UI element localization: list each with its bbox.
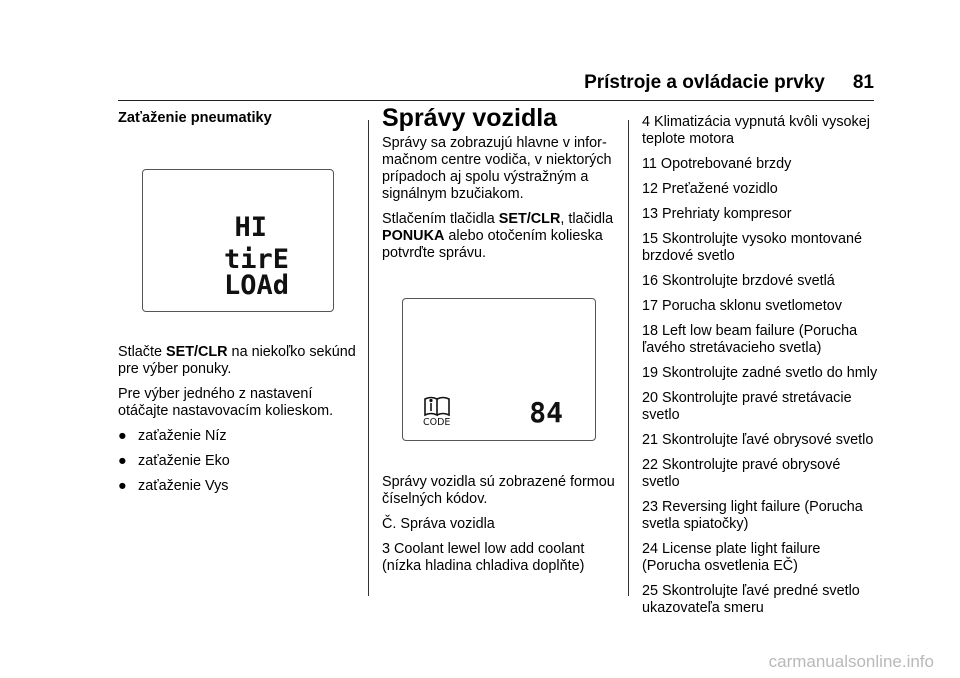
message-item: 13 Prehriaty kompresor	[642, 206, 792, 222]
watermark: carmanualsonline.info	[768, 652, 934, 671]
list-item	[118, 428, 358, 445]
message-code-display-graphic	[403, 299, 595, 440]
message-item: 16 Skontrolujte brzdové svetlá	[642, 273, 835, 289]
instruction-1-post: na niekoľko sekúnd pre výber ponuky.	[118, 344, 356, 377]
list-item	[118, 478, 358, 495]
list-item-text: zaťaženie Níz	[138, 428, 227, 444]
confirm-pre: Stlačením tlačidla	[382, 211, 499, 227]
page-number: 81	[852, 72, 874, 93]
ponuka-label: PONUKA	[382, 228, 445, 244]
list-item	[118, 453, 358, 470]
column-divider-1	[368, 120, 369, 596]
paragraph-codes: Správy vozidla sú zobrazené formou číselných kódov.	[382, 474, 615, 507]
message-item: 19 Skontrolujte zadné svetlo do hmly	[642, 365, 878, 381]
display-line-tire: tirE	[223, 244, 289, 275]
tire-load-display	[142, 169, 334, 312]
message-item: 18 Left low beam failure (Porucha ľavého stretávacieho svetla)	[642, 323, 858, 356]
tire-load-display-graphic	[143, 170, 333, 311]
display-line-load: LOAd	[223, 270, 289, 301]
message-item: 15 Skontrolujte vysoko montované brzdové svetlo	[642, 231, 862, 264]
section-heading-tire-load: Zaťaženie pneumatiky	[118, 110, 272, 126]
set-clr-label: SET/CLR	[166, 344, 228, 360]
bullet-icon: ●	[118, 453, 127, 469]
column-3	[642, 114, 878, 625]
message-item: 11 Opotrebované brzdy	[642, 156, 792, 172]
page-header	[584, 72, 874, 94]
section-heading-vehicle-messages: Správy vozidla	[382, 104, 558, 132]
message-code-number: 84	[529, 396, 563, 429]
message-item: 22 Skontrolujte pravé obrysové svetlo	[642, 457, 841, 490]
bullet-icon: ●	[118, 428, 127, 444]
list-item-text: zaťaženie Eko	[138, 453, 230, 469]
column-1-body	[118, 344, 358, 503]
message-item: 21 Skontrolujte ľavé obrysové svetlo	[642, 432, 874, 448]
code-label: CODE	[423, 417, 451, 428]
message-item: 4 Klimatizácia vypnutá kvôli vysokej teplote motora	[642, 114, 870, 147]
instruction-2: Pre výber jedného z nastavení otáčajte nastavovacím kolieskom.	[118, 386, 334, 419]
message-item: 25 Skontrolujte ľavé predné svetlo ukazovateľa smeru	[642, 583, 860, 616]
display-line-hi: HI	[234, 212, 267, 243]
message-code-display	[402, 298, 596, 441]
confirm-post: alebo otočením kolieska potvrďte správu.	[382, 228, 603, 261]
paragraph-confirm	[382, 211, 620, 262]
message-item: 12 Preťažené vozidlo	[642, 181, 778, 197]
column-2-body	[382, 474, 622, 583]
message-item: 20 Skontrolujte pravé stretávacie svetlo	[642, 390, 852, 423]
set-clr-label: SET/CLR	[498, 211, 561, 227]
bullet-icon: ●	[118, 478, 127, 494]
section-title: Prístroje a ovládacie prvky	[584, 72, 825, 93]
table-header-vehicle-message: Č. Správa vozidla	[382, 516, 495, 532]
column-divider-2	[628, 120, 629, 596]
header-rule	[118, 100, 874, 101]
list-item-text: zaťaženie Vys	[138, 478, 229, 494]
instruction-1-pre: Stlačte	[118, 344, 166, 360]
instruction-1	[118, 344, 358, 378]
message-item: 23 Reversing light failure (Porucha svetla spiatočky)	[642, 499, 863, 532]
info-book-icon	[425, 398, 449, 416]
confirm-mid: , tlačidla	[560, 211, 614, 227]
message-item: 17 Porucha sklonu svetlometov	[642, 298, 842, 314]
column-2	[382, 104, 620, 270]
message-item: 3 Coolant lewel low add coolant (nízka hladina chladiva doplňte)	[382, 541, 585, 574]
message-item: 24 License plate light failure (Porucha osvetlenia EČ)	[642, 541, 821, 574]
column-1	[118, 110, 356, 135]
paragraph-messages-intro: Správy sa zobrazujú hlavne v infor-mačnom centre vodiča, v niektorých prípadoch aj spolu výstražným a signálnym bzučiakom.	[382, 135, 612, 202]
